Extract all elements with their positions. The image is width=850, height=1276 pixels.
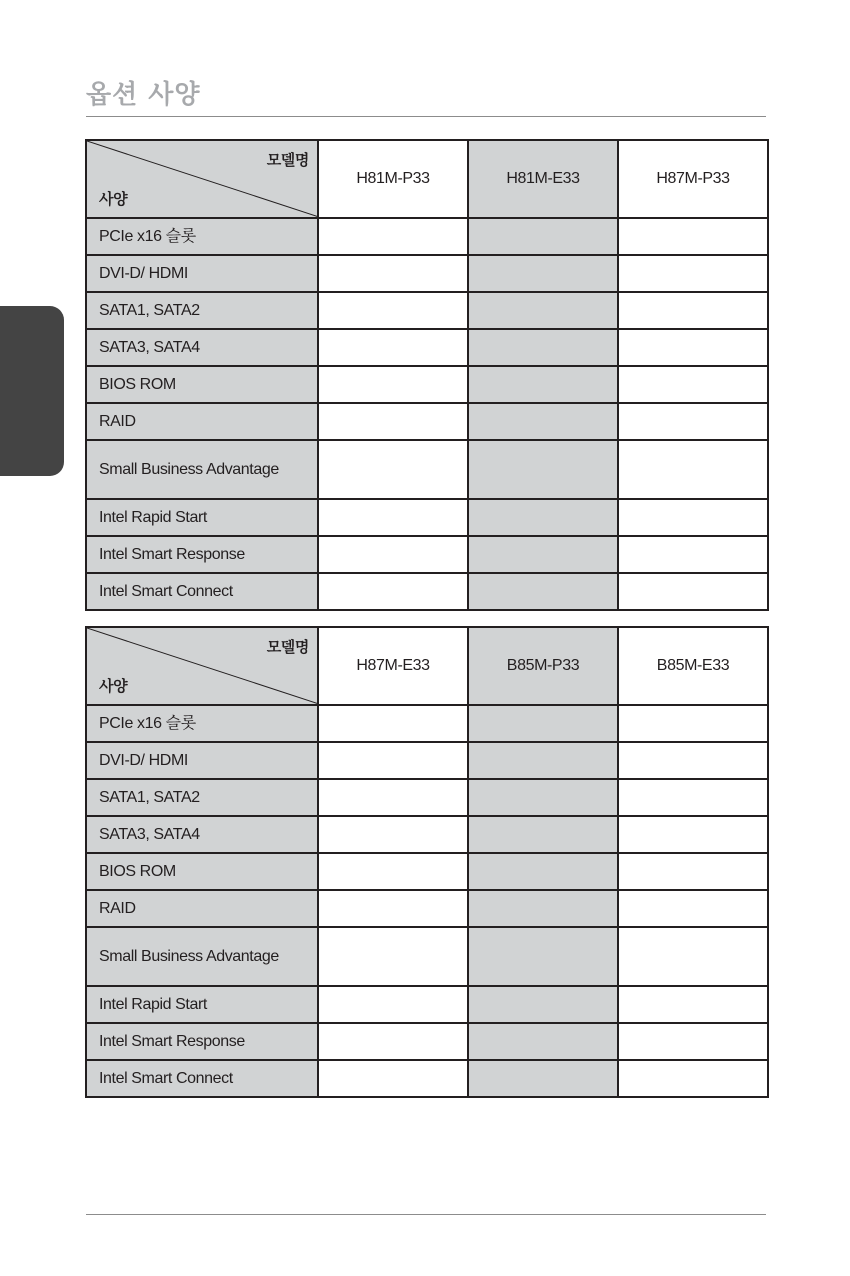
value-cell (618, 329, 768, 366)
value-cell (618, 218, 768, 255)
options-table-1 (85, 139, 769, 611)
value-cell (318, 705, 468, 742)
table-row (86, 1023, 768, 1060)
row-label: Intel Rapid Start (86, 986, 318, 1023)
row-label: RAID (86, 890, 318, 927)
model-header-1: H81M-P33 (318, 140, 468, 218)
value-cell (468, 536, 618, 573)
value-cell (618, 742, 768, 779)
row-label: SATA1, SATA2 (86, 779, 318, 816)
row-label: Intel Smart Connect (86, 1060, 318, 1097)
value-cell (318, 403, 468, 440)
row-label: Small Business Advantage (86, 440, 318, 499)
table-row (86, 255, 768, 292)
title-divider (86, 116, 766, 117)
value-cell (318, 927, 468, 986)
table-row (86, 927, 768, 986)
value-cell (318, 366, 468, 403)
table-row (86, 292, 768, 329)
value-cell (618, 536, 768, 573)
model-header-2: B85M-P33 (468, 627, 618, 705)
row-label: SATA1, SATA2 (86, 292, 318, 329)
value-cell (318, 440, 468, 499)
table-row (86, 536, 768, 573)
value-cell (468, 853, 618, 890)
value-cell (318, 742, 468, 779)
corner-header-cell (86, 140, 318, 218)
chapter-side-tab (0, 306, 64, 476)
value-cell (618, 292, 768, 329)
value-cell (468, 779, 618, 816)
row-label: SATA3, SATA4 (86, 329, 318, 366)
table-row (86, 329, 768, 366)
value-cell (318, 499, 468, 536)
value-cell (318, 779, 468, 816)
model-header-2: H81M-E33 (468, 140, 618, 218)
value-cell (468, 1060, 618, 1097)
page-title: 옵션 사양 (86, 80, 201, 110)
row-label: BIOS ROM (86, 366, 318, 403)
value-cell (468, 366, 618, 403)
options-table-2 (85, 626, 769, 1098)
value-cell (618, 440, 768, 499)
table-row (86, 366, 768, 403)
value-cell (468, 218, 618, 255)
value-cell (318, 255, 468, 292)
value-cell (618, 779, 768, 816)
value-cell (318, 1060, 468, 1097)
table-row (86, 218, 768, 255)
row-label: PCIe x16 슬롯 (86, 705, 318, 742)
value-cell (318, 1023, 468, 1060)
table-row (86, 440, 768, 499)
value-cell (468, 403, 618, 440)
row-label: PCIe x16 슬롯 (86, 218, 318, 255)
value-cell (618, 705, 768, 742)
value-cell (468, 742, 618, 779)
corner-header-cell (86, 627, 318, 705)
value-cell (468, 927, 618, 986)
table-row (86, 1060, 768, 1097)
value-cell (618, 853, 768, 890)
row-label: Intel Smart Response (86, 1023, 318, 1060)
table-row (86, 890, 768, 927)
value-cell (618, 573, 768, 610)
value-cell (318, 853, 468, 890)
value-cell (618, 816, 768, 853)
value-cell (468, 816, 618, 853)
footer-divider (86, 1214, 766, 1215)
value-cell (618, 890, 768, 927)
row-label: DVI-D/ HDMI (86, 255, 318, 292)
table-row (86, 403, 768, 440)
row-label: Intel Smart Response (86, 536, 318, 573)
row-label: RAID (86, 403, 318, 440)
value-cell (468, 890, 618, 927)
row-label: Small Business Advantage (86, 927, 318, 986)
value-cell (318, 890, 468, 927)
value-cell (468, 499, 618, 536)
spec-label: 사양 (99, 677, 128, 695)
table-row (86, 779, 768, 816)
value-cell (318, 218, 468, 255)
model-header-1: H87M-E33 (318, 627, 468, 705)
value-cell (468, 440, 618, 499)
value-cell (318, 816, 468, 853)
value-cell (618, 366, 768, 403)
model-name-label: 모델명 (266, 638, 309, 656)
spec-label: 사양 (99, 190, 128, 208)
row-label: SATA3, SATA4 (86, 816, 318, 853)
row-label: Intel Smart Connect (86, 573, 318, 610)
table-header-row (86, 627, 768, 705)
value-cell (318, 292, 468, 329)
table-row (86, 499, 768, 536)
value-cell (468, 255, 618, 292)
table-row (86, 742, 768, 779)
table-row (86, 705, 768, 742)
value-cell (618, 986, 768, 1023)
table-row (86, 853, 768, 890)
value-cell (468, 1023, 618, 1060)
table-header-row (86, 140, 768, 218)
row-label: Intel Rapid Start (86, 499, 318, 536)
table-row (86, 816, 768, 853)
value-cell (318, 986, 468, 1023)
model-header-3: H87M-P33 (618, 140, 768, 218)
value-cell (468, 329, 618, 366)
value-cell (618, 403, 768, 440)
model-name-label: 모델명 (266, 151, 309, 169)
value-cell (468, 705, 618, 742)
row-label: DVI-D/ HDMI (86, 742, 318, 779)
value-cell (618, 1023, 768, 1060)
row-label: BIOS ROM (86, 853, 318, 890)
value-cell (618, 499, 768, 536)
value-cell (618, 1060, 768, 1097)
value-cell (318, 573, 468, 610)
value-cell (318, 536, 468, 573)
value-cell (468, 292, 618, 329)
table-row (86, 573, 768, 610)
value-cell (468, 986, 618, 1023)
value-cell (468, 573, 618, 610)
value-cell (618, 255, 768, 292)
model-header-3: B85M-E33 (618, 627, 768, 705)
table-row (86, 986, 768, 1023)
value-cell (618, 927, 768, 986)
value-cell (318, 329, 468, 366)
